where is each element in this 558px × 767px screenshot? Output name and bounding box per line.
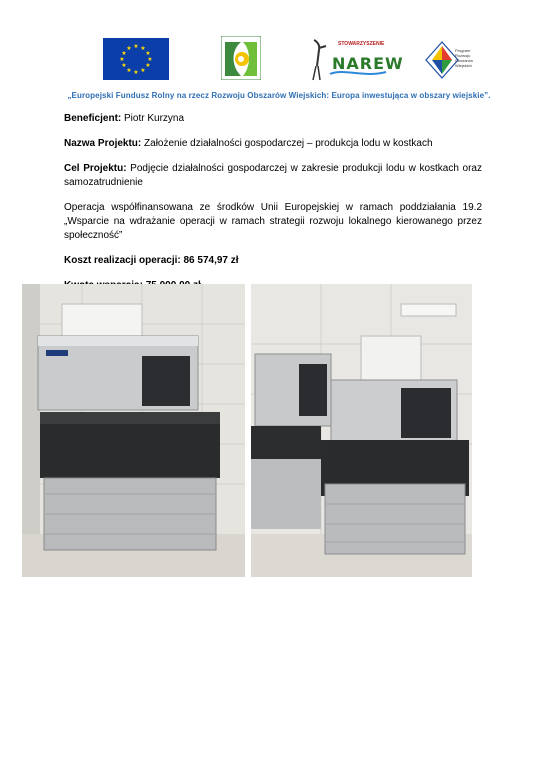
beneficjent-row — [64, 112, 482, 126]
motto: „Europejski Fundusz Rolny na rzecz Rozwoju Obszarów Wiejskich: Europa inwestująca w obszary wiejskie”. — [67, 91, 491, 100]
svg-text:★: ★ — [119, 56, 125, 63]
svg-text:★: ★ — [133, 43, 139, 50]
narew-logo — [304, 36, 404, 82]
projekt-row — [64, 137, 482, 151]
svg-text:★: ★ — [145, 50, 151, 57]
prow-text: Program Rozwoju Obszarów Wiejskich — [455, 48, 474, 68]
ice-machine-photo-2 — [251, 284, 472, 577]
narew-small-text: STOWARZYSZENIE — [338, 41, 385, 47]
svg-text:★: ★ — [140, 67, 146, 74]
koszt-label: Koszt realizacji operacji: — [64, 255, 181, 266]
svg-text:★: ★ — [121, 62, 127, 69]
beneficjent-label: Beneficjent: — [64, 113, 122, 124]
leader-logo — [221, 36, 261, 80]
eu-flag-logo — [103, 38, 169, 80]
svg-text:★: ★ — [121, 50, 127, 57]
beneficjent-value: Piotr Kurzyna — [121, 113, 185, 124]
projekt-label: Nazwa Projektu: — [64, 138, 142, 149]
logo-bar — [0, 36, 558, 82]
projekt-value: Założenie działalności gospodarczej – produkcja lodu w kostkach — [141, 138, 433, 149]
ice-machine-photo-1 — [22, 284, 245, 577]
prow-logo — [424, 40, 486, 82]
koszt-row — [64, 254, 482, 268]
project-info — [64, 112, 482, 304]
cel-value: Podjęcie działalności gospodarczej w zakresie produkcji lodu w kostkach oraz samozatrudnienie — [64, 163, 482, 188]
svg-text:★: ★ — [147, 56, 153, 63]
narew-text: NAREW — [332, 54, 404, 73]
cel-label: Cel Projektu: — [64, 163, 127, 174]
svg-text:★: ★ — [133, 69, 139, 76]
svg-text:★: ★ — [140, 45, 146, 52]
koszt-value: 86 574,97 zł — [180, 255, 239, 266]
svg-text:★: ★ — [145, 62, 151, 69]
svg-text:★: ★ — [126, 45, 132, 52]
cel-row — [64, 162, 482, 190]
svg-text:★: ★ — [126, 67, 132, 74]
operacja-text: Operacja współfinansowana ze środków Unii Europejskiej w ramach poddziałania 19.2 „Wsparcie na wdrażanie operacji w ramach strategii rozwoju lokalnego kierowanego przez społeczność” — [64, 202, 482, 241]
